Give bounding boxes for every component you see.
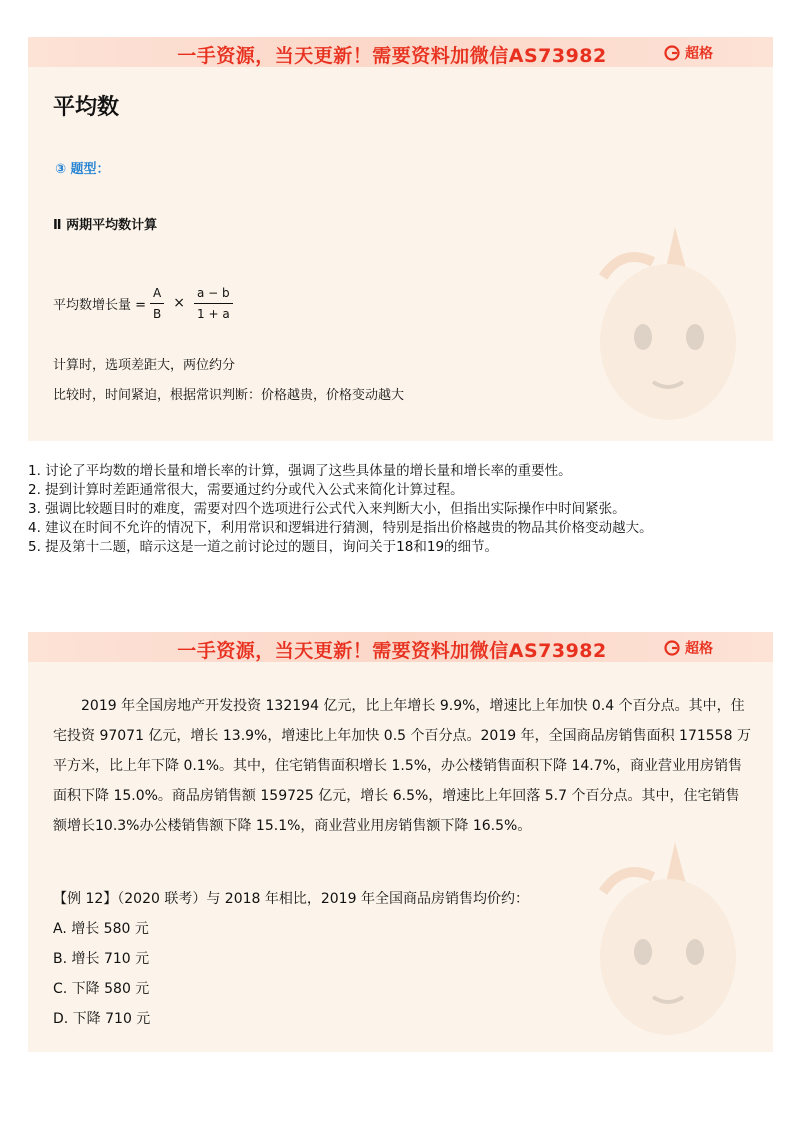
slide-1 [28,37,773,441]
question-type-label: ③ 题型： [55,162,110,177]
fraction-numerator: a − b [194,285,233,304]
unicorn-mascot-icon [583,217,753,437]
option-d: D. 下降 710 元 [53,1011,151,1027]
banner-text: 一手资源，当天更新！需要资料加微信AS73982 [177,640,607,662]
option-c: C. 下降 580 元 [53,981,150,997]
list-item: 2. 提到计算时差距通常很大，需要通过约分或代入公式来简化计算过程。 [28,482,464,498]
formula [53,281,237,325]
fraction-denominator: 1 + a [197,306,230,321]
fraction-numerator: A [150,285,164,304]
brand-logo [664,638,713,658]
data-paragraph: 2019 年全国房地产开发投资 132194 亿元，比上年增长 9.9%，增速比上年加快 0.4 个百分点。其中，住宅投资 97071 亿元，增长 13.9%，增速比上年加快 0.5 个百分点。2019 年，全国商品房销售面积 171558 万平方米，比上年下降 0.1%。其中，住宅销售面积增长 1.5%，办公楼销售面积下降 14.7%，商业营业用房销售面积下降 15.0%。商品房销售额 159725 亿元，增长 6.5%，增速比上年回落 5.7 个百分点。其中，住宅销售额增长10.3%办公楼销售额下降 15.1%，商业营业用房销售额下降 16.5%。 [53,698,751,834]
fraction-rate [194,285,233,322]
fraction-a-over-b [150,285,164,322]
slide-2 [28,632,773,1052]
note-comparison: 比较时，时间紧迫，根据常识判断：价格越贵，价格变动越大 [53,388,405,403]
unicorn-mascot-icon [583,832,753,1052]
brand-name: 超格 [685,641,713,657]
page-title: 平均数 [53,95,120,120]
brand-name: 超格 [685,46,713,62]
fraction-denominator: B [153,306,162,321]
brand-g-icon [664,640,680,656]
summary-list [28,462,750,557]
list-item: 3. 强调比较题目时的难度，需要对四个选项进行公式代入来判断大小，但指出实际操作中时间紧张。 [28,501,626,517]
promo-banner [28,37,773,67]
banner-text: 一手资源，当天更新！需要资料加微信AS73982 [177,45,607,67]
note-calculation: 计算时，选项差距大，两位约分 [53,358,236,373]
option-a: A. 增长 580 元 [53,921,149,937]
question-stem: 【例 12】（2020 联考）与 2018 年相比，2019 年全国商品房销售均价约： [53,891,529,907]
list-item: 5. 提及第十二题，暗示这是一道之前讨论过的题目，询问关于18和19的细节。 [28,539,499,555]
list-item: 4. 建议在时间不允许的情况下，利用常识和逻辑进行猜测，特别是指出价格越贵的物品其价格变动越大。 [28,520,653,536]
option-b: B. 增长 710 元 [53,951,150,967]
brand-logo [664,43,713,63]
formula-label: 平均数增长量 = [53,297,147,313]
section-title: Ⅱ 两期平均数计算 [53,218,158,233]
times-sign: × [173,295,185,311]
brand-g-icon [664,45,680,61]
promo-banner [28,632,773,662]
list-item: 1. 讨论了平均数的增长量和增长率的计算，强调了这些具体量的增长量和增长率的重要性。 [28,463,572,479]
